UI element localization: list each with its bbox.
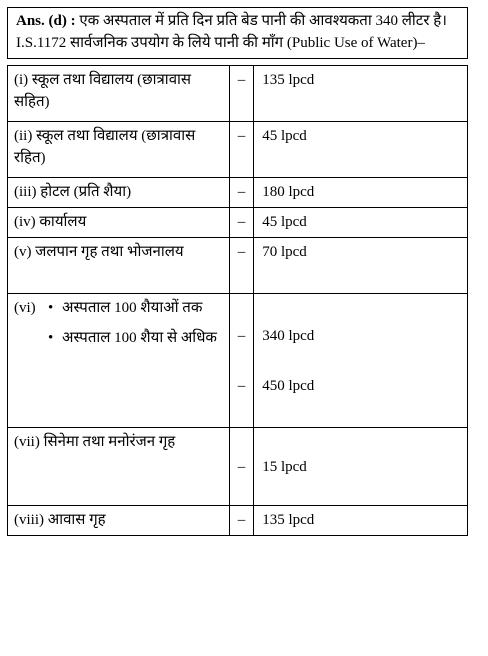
bullet-item: [14, 327, 223, 349]
row-label: (viii) आवास गृह: [8, 506, 230, 536]
row-dash: –: [229, 178, 253, 208]
row-value: 45 lpcd: [254, 122, 468, 178]
bullet-item: [14, 297, 223, 319]
row-dash: –: [229, 122, 253, 178]
row-label: (i) स्कूल तथा विद्यालय (छात्रावास सहित): [8, 66, 230, 122]
table-row: [8, 66, 468, 122]
row-dash: [229, 294, 253, 428]
row-value: 70 lpcd: [254, 238, 468, 294]
table-row: [8, 428, 468, 506]
row-value: 135 lpcd: [254, 506, 468, 536]
row-dash: –: [229, 66, 253, 122]
row-dash: –: [229, 238, 253, 294]
answer-text: [7, 7, 468, 59]
answer-line2: I.S.1172 सार्वजनिक उपयोग के लिये पानी की माँग (Public Use of Water)–: [16, 35, 425, 51]
row-label: (vii) सिनेमा तथा मनोरंजन गृह: [8, 428, 230, 506]
row-value: 15 lpcd: [254, 428, 468, 506]
dash-2: –: [237, 378, 246, 394]
table-row: [8, 178, 468, 208]
water-demand-table: [7, 65, 468, 536]
row-dash: –: [229, 208, 253, 238]
table-row: [8, 506, 468, 536]
table-row: [8, 208, 468, 238]
bullet-text: अस्पताल 100 शैया से अधिक: [62, 330, 217, 346]
bullet-icon: •: [48, 330, 54, 346]
table-row: [8, 294, 468, 428]
row-label-hospital: [8, 294, 230, 428]
row-label: (ii) स्कूल तथा विद्यालय (छात्रावास रहित): [8, 122, 230, 178]
row-label: (iv) कार्यालय: [8, 208, 230, 238]
table-row: [8, 122, 468, 178]
table-row: [8, 238, 468, 294]
row-dash: –: [229, 428, 253, 506]
row-label: (iii) होटल (प्रति शैया): [8, 178, 230, 208]
answer-label: Ans. (d) :: [16, 13, 76, 29]
dash-1: –: [237, 328, 246, 344]
value-2: 450 lpcd: [262, 378, 315, 394]
bullet-icon: •: [48, 300, 54, 316]
value-1: 340 lpcd: [262, 328, 315, 344]
row-value: 135 lpcd: [254, 66, 468, 122]
row-prefix: (vi): [14, 300, 36, 316]
row-dash: –: [229, 506, 253, 536]
row-value: [254, 294, 468, 428]
row-label: (v) जलपान गृह तथा भोजनालय: [8, 238, 230, 294]
row-value: 45 lpcd: [254, 208, 468, 238]
answer-block: [7, 7, 468, 536]
answer-line1: एक अस्पताल में प्रति दिन प्रति बेड पानी की आवश्यकता 340 लीटर है।: [79, 13, 447, 29]
row-value: 180 lpcd: [254, 178, 468, 208]
bullet-text: अस्पताल 100 शैयाओं तक: [62, 300, 203, 316]
